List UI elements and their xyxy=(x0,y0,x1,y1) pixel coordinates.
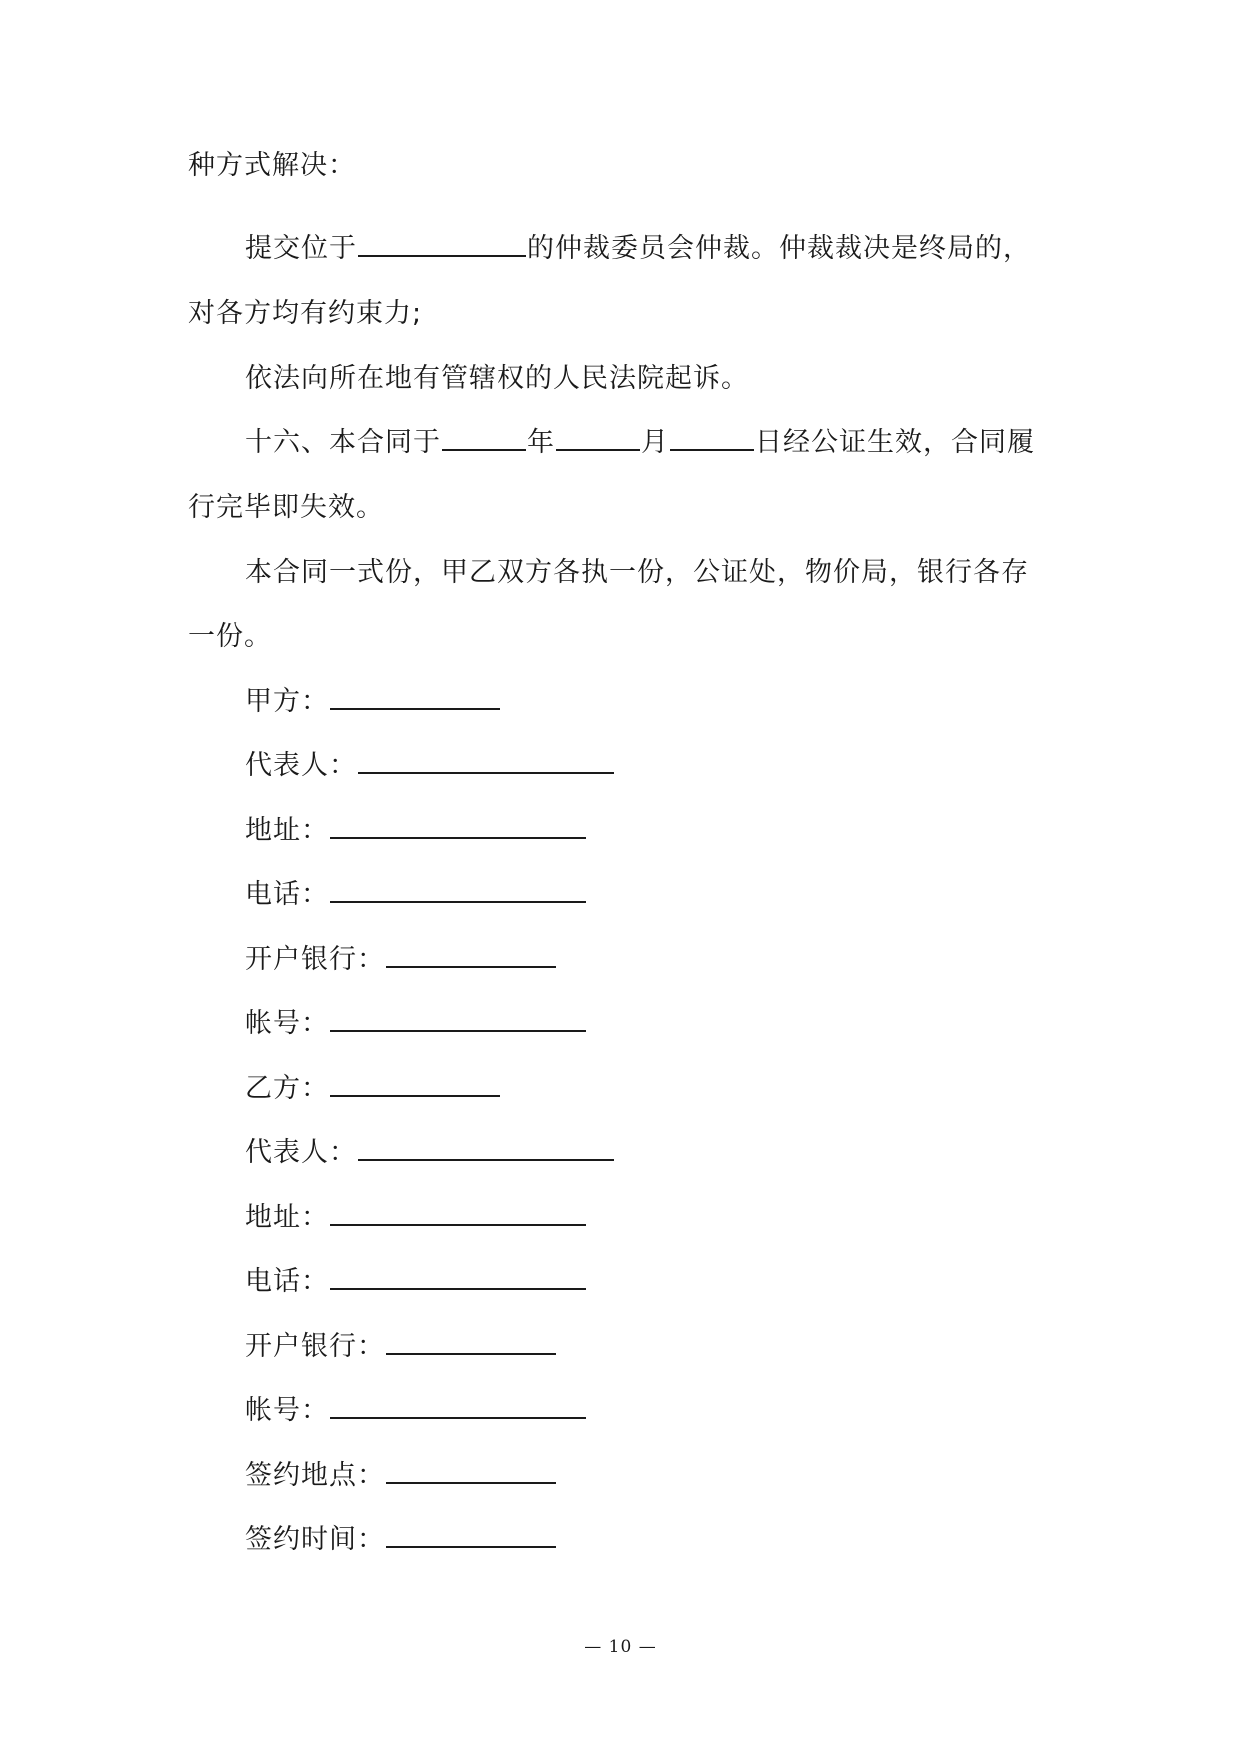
page-number: — 10 — xyxy=(584,1637,657,1657)
field-label: 代表人： xyxy=(245,750,357,781)
party-a-rep-blank xyxy=(358,750,614,774)
party-a-account-blank xyxy=(330,1008,586,1032)
party-b-account-field xyxy=(245,1393,587,1429)
signing-place-blank xyxy=(386,1460,556,1484)
field-label: 帐号： xyxy=(245,1395,329,1426)
party-b-address-blank xyxy=(330,1202,586,1226)
paragraph-clause-16-cont xyxy=(188,490,384,526)
month-blank xyxy=(556,427,640,451)
party-a-name-field xyxy=(245,684,501,720)
field-label: 帐号： xyxy=(245,1008,329,1039)
paragraph-text: 的仲裁委员会仲裁。仲裁裁决是终局的， xyxy=(527,233,1031,264)
field-label: 地址： xyxy=(245,815,329,846)
paragraph-copies-cont xyxy=(188,619,272,655)
party-b-address-field xyxy=(245,1200,587,1236)
party-b-bank-field xyxy=(245,1329,557,1365)
signing-time-blank xyxy=(386,1524,556,1548)
field-label: 甲方： xyxy=(245,686,329,717)
year-label: 年 xyxy=(527,427,555,458)
party-a-bank-field xyxy=(245,942,557,978)
field-label: 开户银行： xyxy=(245,1331,385,1362)
party-b-rep-blank xyxy=(358,1137,614,1161)
field-label: 签约时间： xyxy=(245,1524,385,1555)
field-label: 乙方： xyxy=(245,1073,329,1104)
year-blank xyxy=(442,427,526,451)
paragraph-text: 种方式解决： xyxy=(188,150,356,181)
paragraph-text: 提交位于 xyxy=(245,233,357,264)
party-b-phone-blank xyxy=(330,1266,586,1290)
party-a-phone-blank xyxy=(330,879,586,903)
field-label: 地址： xyxy=(245,1202,329,1233)
party-b-bank-blank xyxy=(386,1331,556,1355)
party-a-rep-field xyxy=(245,748,615,784)
arbitration-location-blank xyxy=(358,233,526,257)
field-label: 代表人： xyxy=(245,1137,357,1168)
day-blank xyxy=(670,427,754,451)
field-label: 开户银行： xyxy=(245,944,385,975)
paragraph-text: 十六、本合同于 xyxy=(245,427,441,458)
paragraph-text: 依法向所在地有管辖权的人民法院起诉。 xyxy=(245,363,749,394)
paragraph-text: 对各方均有约束力; xyxy=(188,298,423,329)
paragraph-text: 一份。 xyxy=(188,621,272,652)
party-a-address-field xyxy=(245,813,587,849)
paragraph-arbitration-option-cont xyxy=(188,296,422,332)
party-b-name-field xyxy=(245,1071,501,1107)
party-a-phone-field xyxy=(245,877,587,913)
signing-place-field xyxy=(245,1458,557,1494)
paragraph-clause-16 xyxy=(245,425,1035,461)
party-b-name-blank xyxy=(330,1073,500,1097)
paragraph-arbitration-intro-cont xyxy=(188,148,356,184)
party-a-name-blank xyxy=(330,686,500,710)
paragraph-arbitration-option xyxy=(245,231,1031,267)
party-b-phone-field xyxy=(245,1264,587,1300)
paragraph-text: 本合同一式份，甲乙双方各执一份，公证处，物价局，银行各存 xyxy=(245,557,1029,588)
party-a-account-field xyxy=(245,1006,587,1042)
paragraph-copies xyxy=(245,555,1029,591)
field-label: 电话： xyxy=(245,879,329,910)
paragraph-court-option xyxy=(245,361,749,397)
party-a-bank-blank xyxy=(386,944,556,968)
party-b-rep-field xyxy=(245,1135,615,1171)
field-label: 电话： xyxy=(245,1266,329,1297)
paragraph-text: 日经公证生效，合同履 xyxy=(755,427,1035,458)
party-a-address-blank xyxy=(330,815,586,839)
paragraph-text: 行完毕即失效。 xyxy=(188,492,384,523)
field-label: 签约地点： xyxy=(245,1460,385,1491)
party-b-account-blank xyxy=(330,1395,586,1419)
signing-time-field xyxy=(245,1522,557,1558)
month-label: 月 xyxy=(641,427,669,458)
